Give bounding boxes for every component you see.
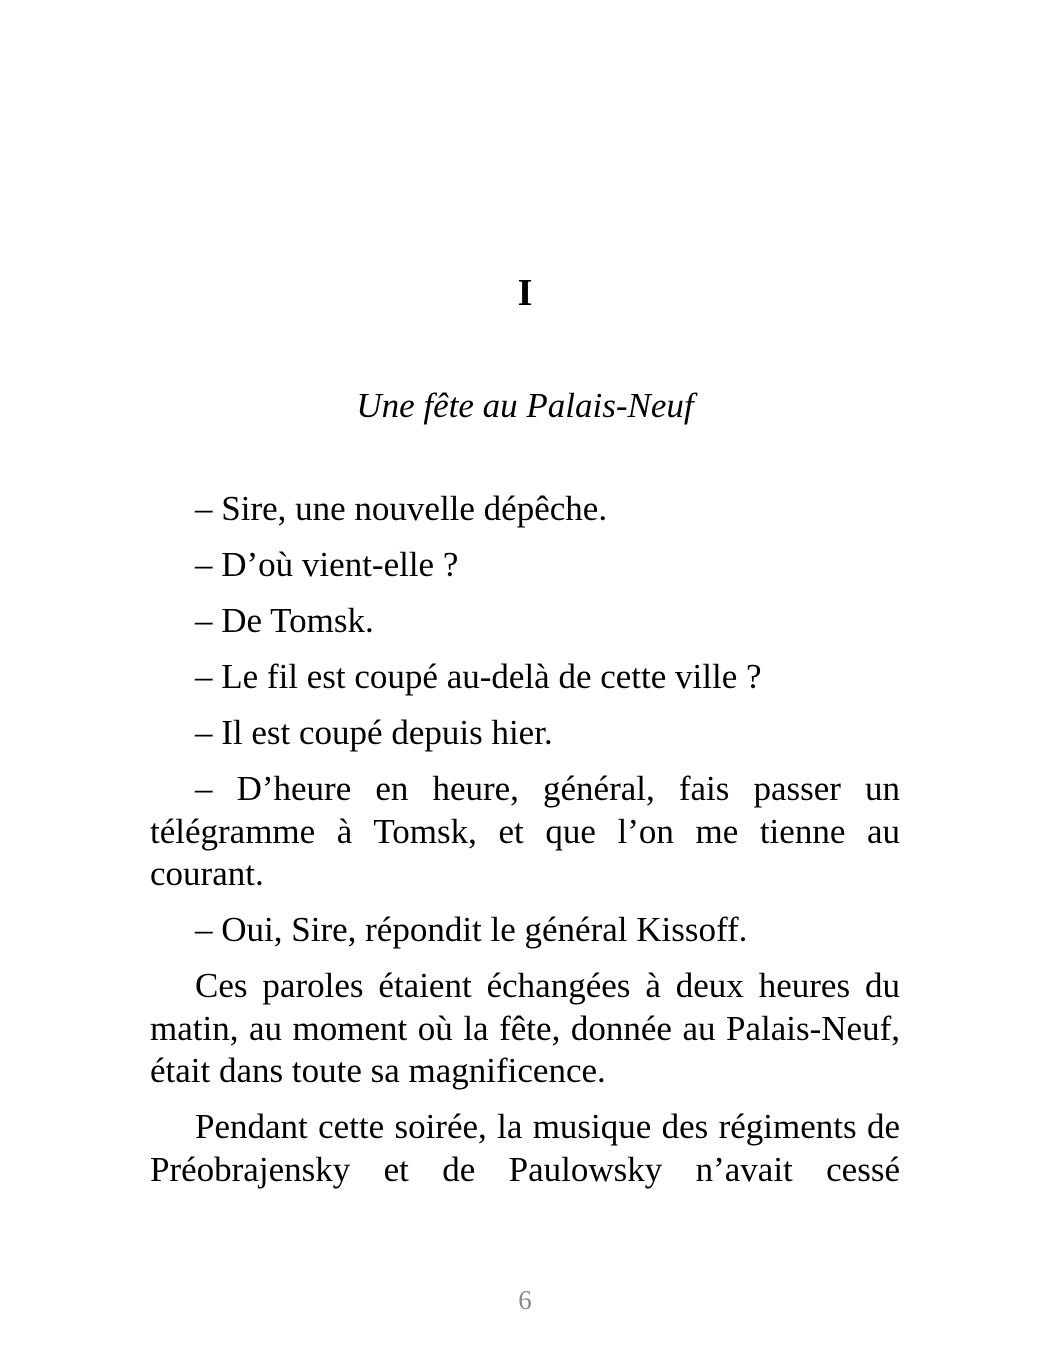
chapter-title: Une fête au Palais-Neuf bbox=[356, 386, 694, 425]
paragraph: – Le fil est coupé au-delà de cette ville ? bbox=[195, 657, 762, 696]
paragraph: Ces paroles étaient échangées à deux heures du matin, au moment où la fête, donnée au Palais-Neuf, était dans toute sa magnificence. bbox=[150, 966, 900, 1090]
paragraph: – Oui, Sire, répondit le général Kissoff. bbox=[195, 910, 748, 949]
paragraph: – Sire, une nouvelle dépêche. bbox=[195, 489, 608, 528]
chapter-number: I bbox=[517, 272, 533, 314]
page-number: 6 bbox=[518, 1285, 532, 1315]
book-page bbox=[150, 0, 900, 1350]
paragraph: – Il est coupé depuis hier. bbox=[195, 713, 553, 752]
chapter-body bbox=[150, 488, 900, 1205]
paragraph: Pendant cette soirée, la musique des régiments de Préobrajensky et de Paulowsky n’avait cessé bbox=[150, 1107, 900, 1189]
paragraph: – De Tomsk. bbox=[195, 601, 374, 640]
paragraph: – D’heure en heure, général, fais passer un télégramme à Tomsk, et que l’on me tienne au courant. bbox=[150, 769, 900, 893]
paragraph: – D’où vient-elle ? bbox=[195, 545, 459, 584]
